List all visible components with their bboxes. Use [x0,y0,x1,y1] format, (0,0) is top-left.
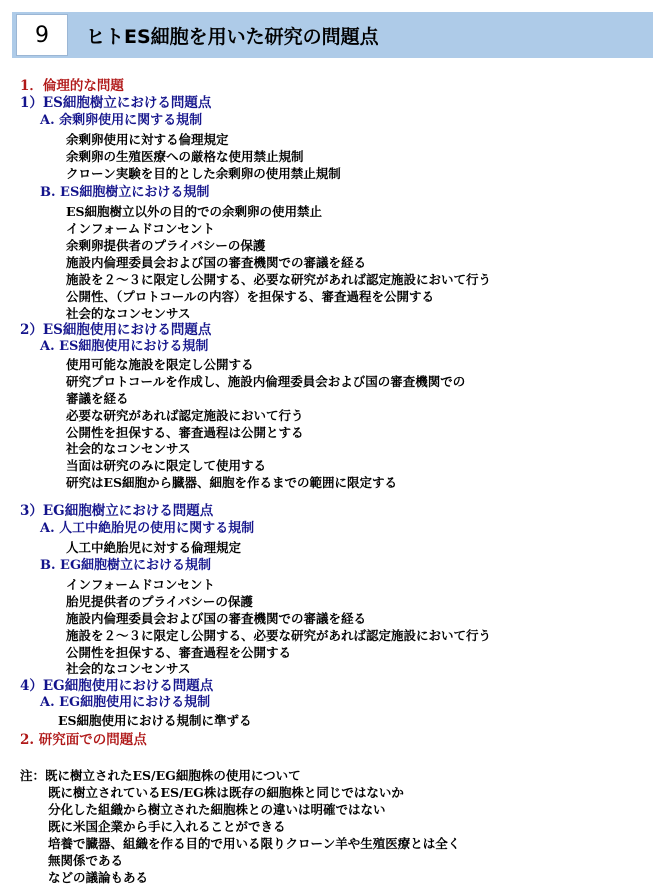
list-item: 使用可能な施設を限定し公開する [66,357,254,372]
list-item: 研究はES細胞から臓器、細胞を作るまでの範囲に限定する [66,475,398,490]
subsection-heading: 3）EG細胞樹立における問題点 [20,503,214,519]
list-item: ES細胞樹立以外の目的での余剰卵の使用禁止 [66,204,323,219]
category-heading: A. ES細胞使用における規制 [40,339,209,354]
list-item: 必要な研究があれば認定施設において行う [66,408,304,423]
list-item: 公開性を担保する、審査過程は公開とする [66,425,304,440]
list-item: クローン実験を目的とした余剰卵の使用禁止規制 [66,166,341,181]
list-item: 公開性、（プロトコールの内容）を担保する、審査過程を公開する [66,289,435,304]
note-line: などの議論もある [48,870,149,885]
subsection-heading: 1）ES細胞樹立における問題点 [20,95,212,111]
note-line: 既に樹立されているES/EG株は既存の細胞株と同じではないか [48,785,404,800]
list-item: 施設を２～３に限定し公開する、必要な研究があれば認定施設において行う [66,628,492,643]
list-item: 研究プロトコールを作成し、施設内倫理委員会および国の審査機関での [66,374,466,389]
list-item: 社会的なコンセンサス [66,661,191,676]
note-line: 分化した組織から樹立された細胞株との違いは明確ではない [48,802,386,817]
list-item: 余剰卵提供者のプライバシーの保護 [66,238,266,253]
list-item: インフォームドコンセント [66,577,215,592]
note-line: 培養で臓器、組織を作る目的で用いる限りクローン羊や生殖医療とは全く [48,836,461,851]
list-item: 審議を経る [66,391,129,406]
list-item: 施設内倫理委員会および国の審査機関での審議を経る [66,611,367,626]
page-title: ヒトES細胞を用いた研究の問題点 [86,26,379,48]
slide-number: 9 [16,14,68,56]
category-heading: A. EG細胞使用における規制 [40,695,211,710]
list-item: 当面は研究のみに限定して使用する [66,458,267,473]
section-heading: 2. 研究面での問題点 [20,732,147,748]
category-heading: A. 人工中絶胎児の使用に関する規制 [40,521,255,536]
subsection-heading: 4）EG細胞使用における問題点 [20,678,214,694]
list-item: 社会的なコンセンサス [66,306,191,321]
note-line: 注：既に樹立されたES/EG細胞株の使用について [20,768,301,783]
list-item: 胎児提供者のプライバシーの保護 [66,594,253,609]
category-heading: B. ES細胞樹立における規制 [40,185,210,200]
category-heading: B. EG細胞樹立における規制 [40,558,212,573]
list-item: 余剰卵使用に対する倫理規定 [66,132,229,147]
list-item: 社会的なコンセンサス [66,441,191,456]
list-item: ES細胞使用における規制に準ずる [58,713,252,728]
note-line: 既に米国企業から手に入れることができる [48,819,286,834]
section-heading: 1．倫理的な問題 [20,78,124,94]
list-item: 人工中絶胎児に対する倫理規定 [66,540,242,555]
list-item: 余剰卵の生殖医療への厳格な使用禁止規制 [66,149,304,164]
list-item: 施設を２～３に限定し公開する、必要な研究があれば認定施設において行う [66,272,492,287]
list-item: 公開性を担保する、審査過程を公開する [66,645,292,660]
category-heading: A. 余剰卵使用に関する規制 [40,113,203,128]
note-line: 無関係である [48,853,124,868]
list-item: 施設内倫理委員会および国の審査機関での審議を経る [66,255,367,270]
list-item: インフォームドコンセント [66,221,215,236]
subsection-heading: 2）ES細胞使用における問題点 [20,322,212,338]
